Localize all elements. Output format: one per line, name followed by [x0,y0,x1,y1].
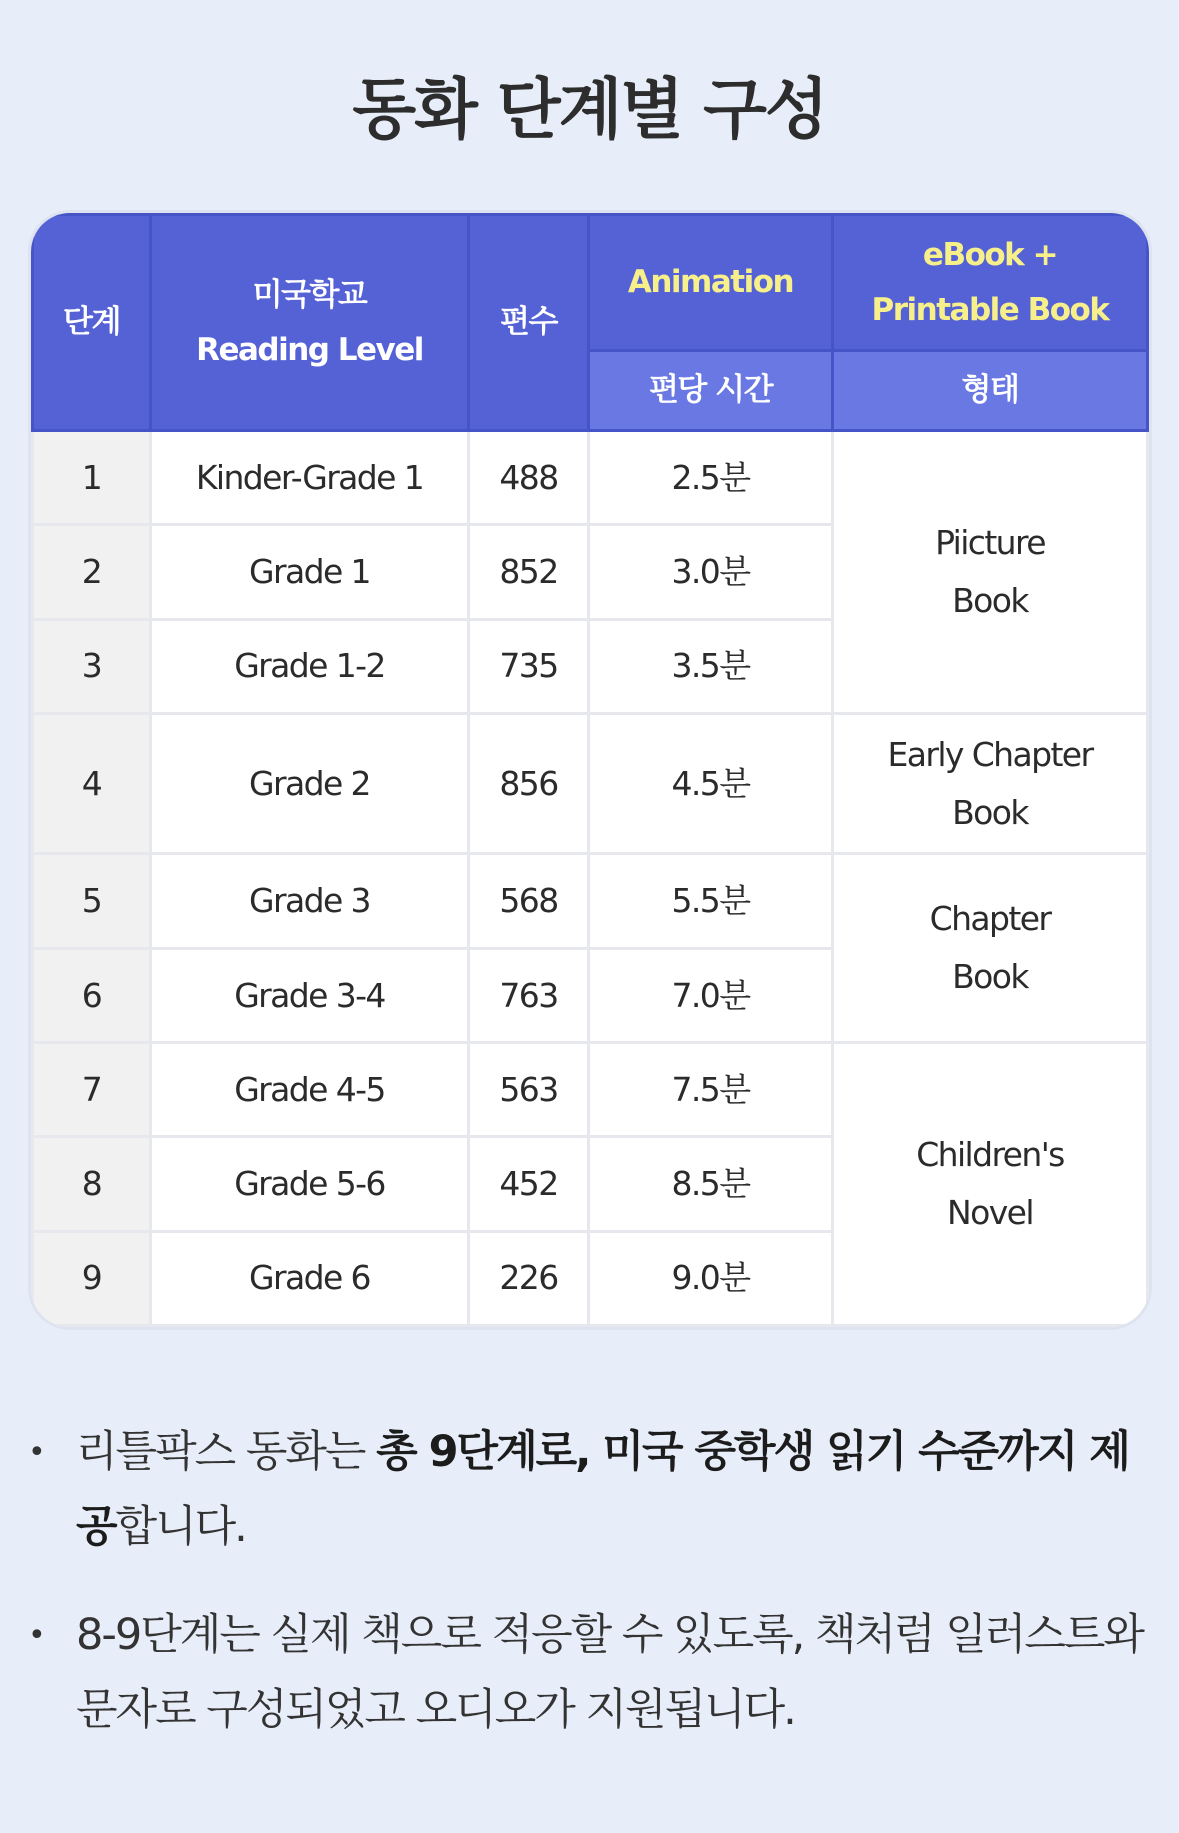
cell-format-chapter-book [833,854,1148,1043]
header-ebook-line2: Printable Book [871,291,1109,328]
cell-level: Grade 1 [151,525,469,619]
cell-step: 8 [33,1137,151,1231]
format-line2: Novel [947,1193,1033,1233]
table-row [33,713,1148,853]
note1-text: 리틀팍스 동화는 [76,1427,377,1477]
cell-step: 1 [33,431,151,525]
cell-time: 9.0분 [589,1231,833,1325]
table-row [33,854,1148,948]
note1-text-end: 합니다. [115,1502,246,1552]
format-line2: Book [952,957,1028,997]
cell-time: 2.5분 [589,431,833,525]
cell-level: Grade 3 [151,854,469,948]
cell-step: 7 [33,1043,151,1137]
header-ebook-format: 형태 [833,351,1148,431]
header-reading-level-line1: 미국학교 [252,277,367,314]
cell-step: 5 [33,854,151,948]
reading-level-table [28,210,1152,1330]
cell-step: 4 [33,713,151,853]
format-line1: Chapter [929,899,1051,939]
cell-count: 488 [469,431,589,525]
cell-level: Grade 3-4 [151,948,469,1042]
cell-count: 452 [469,1137,589,1231]
cell-format-picture-book [833,431,1148,714]
header-count: 편수 [469,215,589,431]
bullet-icon: • [28,1618,44,1653]
format-line2: Book [952,792,1028,832]
format-line1: Piicture [935,523,1045,563]
cell-time: 8.5분 [589,1137,833,1231]
header-animation-time: 편당 시간 [589,351,833,431]
format-line1: Children's [916,1135,1064,1175]
cell-count: 735 [469,619,589,713]
note1-emphasis: 총 9단계로, 미국 중학생 읽기 수준까지 제공 [76,1427,1129,1552]
table-row [33,431,1148,525]
cell-level: Grade 1-2 [151,619,469,713]
cell-count: 226 [469,1231,589,1325]
cell-format-early-chapter-book [833,713,1148,853]
table-row [33,1043,1148,1137]
cell-level: Grade 2 [151,713,469,853]
cell-time: 4.5분 [589,713,833,853]
bullet-icon: • [28,1435,44,1470]
header-ebook [833,215,1148,351]
cell-level: Grade 6 [151,1231,469,1325]
cell-time: 3.0분 [589,525,833,619]
cell-count: 563 [469,1043,589,1137]
cell-time: 5.5분 [589,854,833,948]
cell-time: 3.5분 [589,619,833,713]
cell-step: 2 [33,525,151,619]
cell-count: 856 [469,713,589,853]
cell-level: Kinder-Grade 1 [151,431,469,525]
cell-level: Grade 5-6 [151,1137,469,1231]
cell-format-childrens-novel [833,1043,1148,1326]
note-item [28,1598,1158,1748]
format-line1: Early Chapter [887,734,1093,774]
cell-step: 6 [33,948,151,1042]
page-title: 동화 단계별 구성 [352,71,827,148]
cell-time: 7.5분 [589,1043,833,1137]
cell-count: 568 [469,854,589,948]
cell-time: 7.0분 [589,948,833,1042]
header-animation: Animation [589,215,833,351]
notes-list [28,1415,1158,1781]
header-step: 단계 [33,215,151,431]
header-reading-level [151,215,469,431]
cell-level: Grade 4-5 [151,1043,469,1137]
cell-count: 852 [469,525,589,619]
cell-count: 763 [469,948,589,1042]
note-item [28,1415,1158,1565]
header-ebook-line1: eBook + [922,237,1058,274]
cell-step: 3 [33,619,151,713]
note2-text: 8-9단계는 실제 책으로 적응할 수 있도록, 책처럼 일러스트와 문자로 구성되었고 오디오가 지원됩니다. [76,1610,1143,1735]
cell-step: 9 [33,1231,151,1325]
header-reading-level-line2: Reading Level [196,331,423,368]
format-line2: Book [952,580,1028,620]
